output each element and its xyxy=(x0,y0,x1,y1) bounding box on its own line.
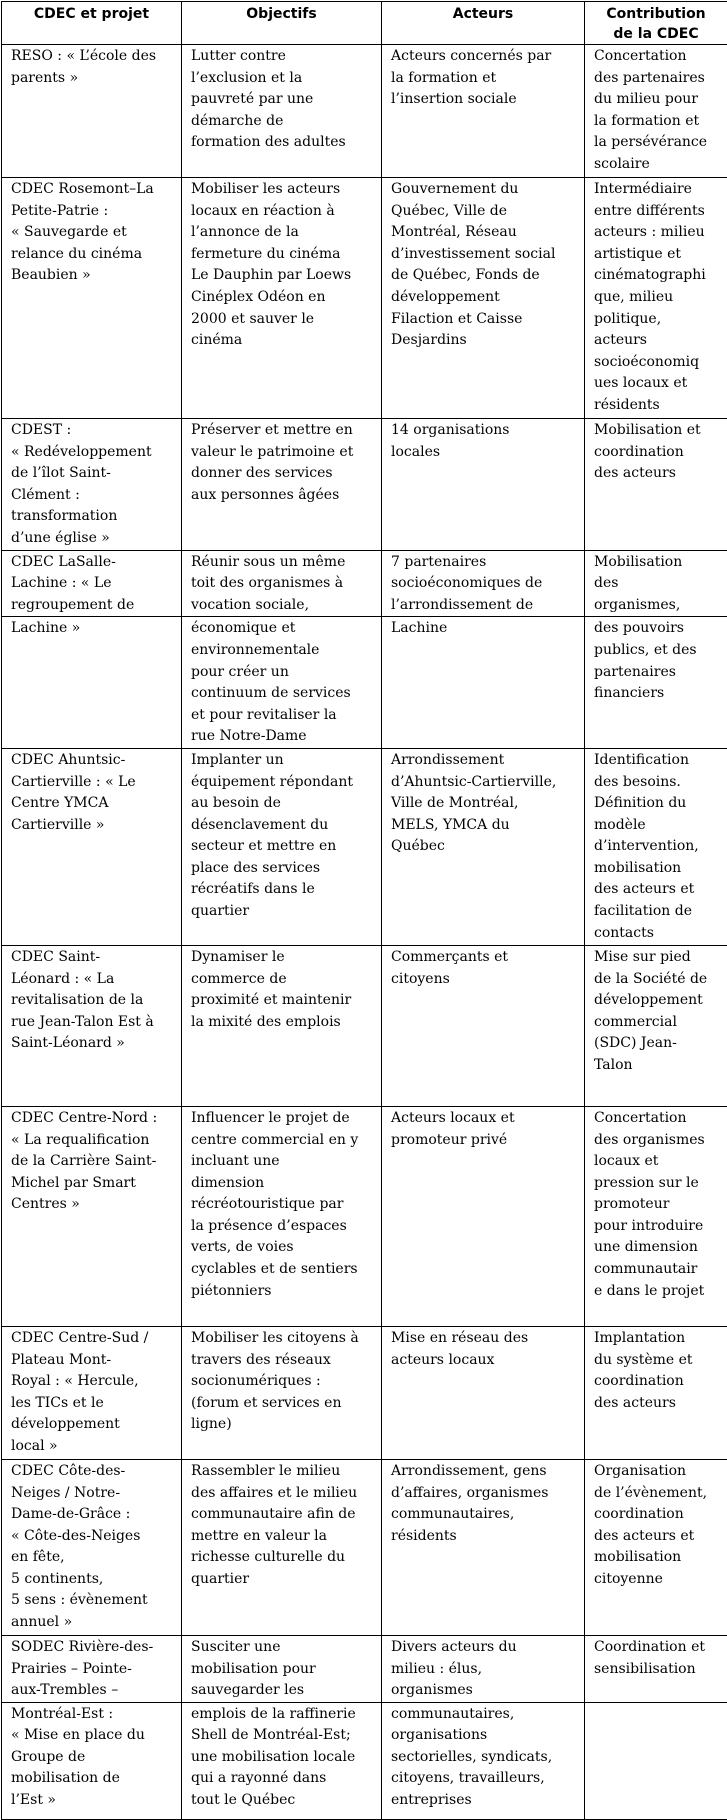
table-row xyxy=(2,617,727,749)
cell-acteurs: Lachine xyxy=(382,617,585,749)
cell-objectifs: Dynamiser le commerce de proximité et maintenir la mixité des emplois xyxy=(182,945,382,1106)
cell-contribution: Identification des besoins. Définition du modèle d’intervention, mobilisation des acteurs et facilitation de contacts xyxy=(585,748,727,945)
cell-contribution: Coordination et sensibilisation xyxy=(585,1635,727,1702)
cell-cdec-projet: CDEC Rosemont–La Petite-Patrie : « Sauvegarde et relance du cinéma Beaubien » xyxy=(2,178,182,419)
cell-contribution: Concertation des organismes locaux et pression sur le promoteur pour introduire une dimension communautair e dans le projet xyxy=(585,1106,727,1326)
cell-objectifs: emplois de la raffinerie Shell de Montréal-Est; une mobilisation locale qui a rayonné dans tout le Québec xyxy=(182,1702,382,1819)
cell-cdec-projet: CDEC Côte-des- Neiges / Notre- Dame-de-Grâce : « Côte-des-Neiges en fête, 5 continents, 5 sens : évènement annuel » xyxy=(2,1459,182,1635)
cell-acteurs: Acteurs concernés par la formation et l’insertion sociale xyxy=(382,45,585,178)
header-cdec-projet: CDEC et projet xyxy=(2,2,182,45)
table-row xyxy=(2,1702,727,1819)
cell-acteurs: communautaires, organisations sectorielles, syndicats, citoyens, travailleurs, entreprises xyxy=(382,1702,585,1819)
header-row xyxy=(2,2,727,45)
cell-contribution: Organisation de l’évènement, coordination des acteurs et mobilisation citoyenne xyxy=(585,1459,727,1635)
cell-objectifs: Rassembler le milieu des affaires et le milieu communautaire afin de mettre en valeur la richesse culturelle du quartier xyxy=(182,1459,382,1635)
cell-objectifs: Susciter une mobilisation pour sauvegarder les xyxy=(182,1635,382,1702)
cell-cdec-projet: CDEST : « Redéveloppement de l’îlot Saint- Clément : transformation d’une église » xyxy=(2,419,182,551)
cell-acteurs: 7 partenaires socioéconomiques de l’arrondissement de xyxy=(382,550,585,617)
cell-acteurs: Arrondissement d’Ahuntsic-Cartierville, Ville de Montréal, MELS, YMCA du Québec xyxy=(382,748,585,945)
cell-cdec-projet: CDEC Centre-Nord : « La requalification de la Carrière Saint- Michel par Smart Centres » xyxy=(2,1106,182,1326)
cell-objectifs: Préserver et mettre en valeur le patrimoine et donner des services aux personnes âgées xyxy=(182,419,382,551)
cell-cdec-projet: Lachine » xyxy=(2,617,182,749)
cell-contribution: Mise sur pied de la Société de développement commercial (SDC) Jean- Talon xyxy=(585,945,727,1106)
header-acteurs: Acteurs xyxy=(382,2,585,45)
table-row xyxy=(2,1326,727,1459)
table-row xyxy=(2,550,727,617)
cell-objectifs: Implanter un équipement répondant au besoin de désenclavement du secteur et mettre en place des services récréatifs dans le quartier xyxy=(182,748,382,945)
cell-objectifs: Réunir sous un même toit des organismes à vocation sociale, xyxy=(182,550,382,617)
cell-contribution: Mobilisation et coordination des acteurs xyxy=(585,419,727,551)
cell-cdec-projet: CDEC Centre-Sud / Plateau Mont- Royal : « Hercule, les TICs et le développement local » xyxy=(2,1326,182,1459)
cell-acteurs: Acteurs locaux et promoteur privé xyxy=(382,1106,585,1326)
cell-cdec-projet: CDEC Saint- Léonard : « La revitalisation de la rue Jean-Talon Est à Saint-Léonard » xyxy=(2,945,182,1106)
cell-cdec-projet: CDEC LaSalle- Lachine : « Le regroupement de xyxy=(2,550,182,617)
cell-objectifs: économique et environnementale pour créer un continuum de services et pour revitaliser la rue Notre-Dame xyxy=(182,617,382,749)
header-contribution: Contribution de la CDEC xyxy=(585,2,727,45)
cell-acteurs: Mise en réseau des acteurs locaux xyxy=(382,1326,585,1459)
table-row xyxy=(2,1459,727,1635)
cell-objectifs: Mobiliser les citoyens à travers des réseaux socionumériques : (forum et services en ligne) xyxy=(182,1326,382,1459)
table-row xyxy=(2,45,727,178)
cell-acteurs: Arrondissement, gens d’affaires, organismes communautaires, résidents xyxy=(382,1459,585,1635)
cell-acteurs: 14 organisations locales xyxy=(382,419,585,551)
cell-cdec-projet: Montréal-Est : « Mise en place du Groupe de mobilisation de l’Est » xyxy=(2,1702,182,1819)
table-row xyxy=(2,178,727,419)
cell-cdec-projet: CDEC Ahuntsic- Cartierville : « Le Centre YMCA Cartierville » xyxy=(2,748,182,945)
cell-objectifs: Influencer le projet de centre commercial en y incluant une dimension récréotouristique par la présence d’espaces verts, de voies cyclables et de sentiers piétonniers xyxy=(182,1106,382,1326)
cell-contribution: Intermédiaire entre différents acteurs : milieu artistique et cinématographi que, milieu politique, acteurs socioéconomiq ues locaux et résidents xyxy=(585,178,727,419)
table-row xyxy=(2,945,727,1106)
cell-contribution: Concertation des partenaires du milieu pour la formation et la persévérance scolaire xyxy=(585,45,727,178)
cell-contribution: Implantation du système et coordination des acteurs xyxy=(585,1326,727,1459)
table-row xyxy=(2,1635,727,1702)
cell-contribution: des pouvoirs publics, et des partenaires financiers xyxy=(585,617,727,749)
cell-cdec-projet: SODEC Rivière-des- Prairies – Pointe- aux-Trembles – xyxy=(2,1635,182,1702)
cell-objectifs: Lutter contre l’exclusion et la pauvreté par une démarche de formation des adultes xyxy=(182,45,382,178)
cell-objectifs: Mobiliser les acteurs locaux en réaction à l’annonce de la fermeture du cinéma Le Dauphin par Loews Cinéplex Odéon en 2000 et sauver le cinéma xyxy=(182,178,382,419)
cell-acteurs: Commerçants et citoyens xyxy=(382,945,585,1106)
cell-acteurs: Divers acteurs du milieu : élus, organismes xyxy=(382,1635,585,1702)
table-row xyxy=(2,1106,727,1326)
table-row xyxy=(2,419,727,551)
header-objectifs: Objectifs xyxy=(182,2,382,45)
cell-contribution: Mobilisation des organismes, xyxy=(585,550,727,617)
projects-table xyxy=(1,1,727,1820)
table-row xyxy=(2,748,727,945)
cell-contribution xyxy=(585,1702,727,1819)
cell-cdec-projet: RESO : « L’école des parents » xyxy=(2,45,182,178)
cell-acteurs: Gouvernement du Québec, Ville de Montréal, Réseau d’investissement social de Québec, Fonds de développement Filaction et Caisse Desjardins xyxy=(382,178,585,419)
